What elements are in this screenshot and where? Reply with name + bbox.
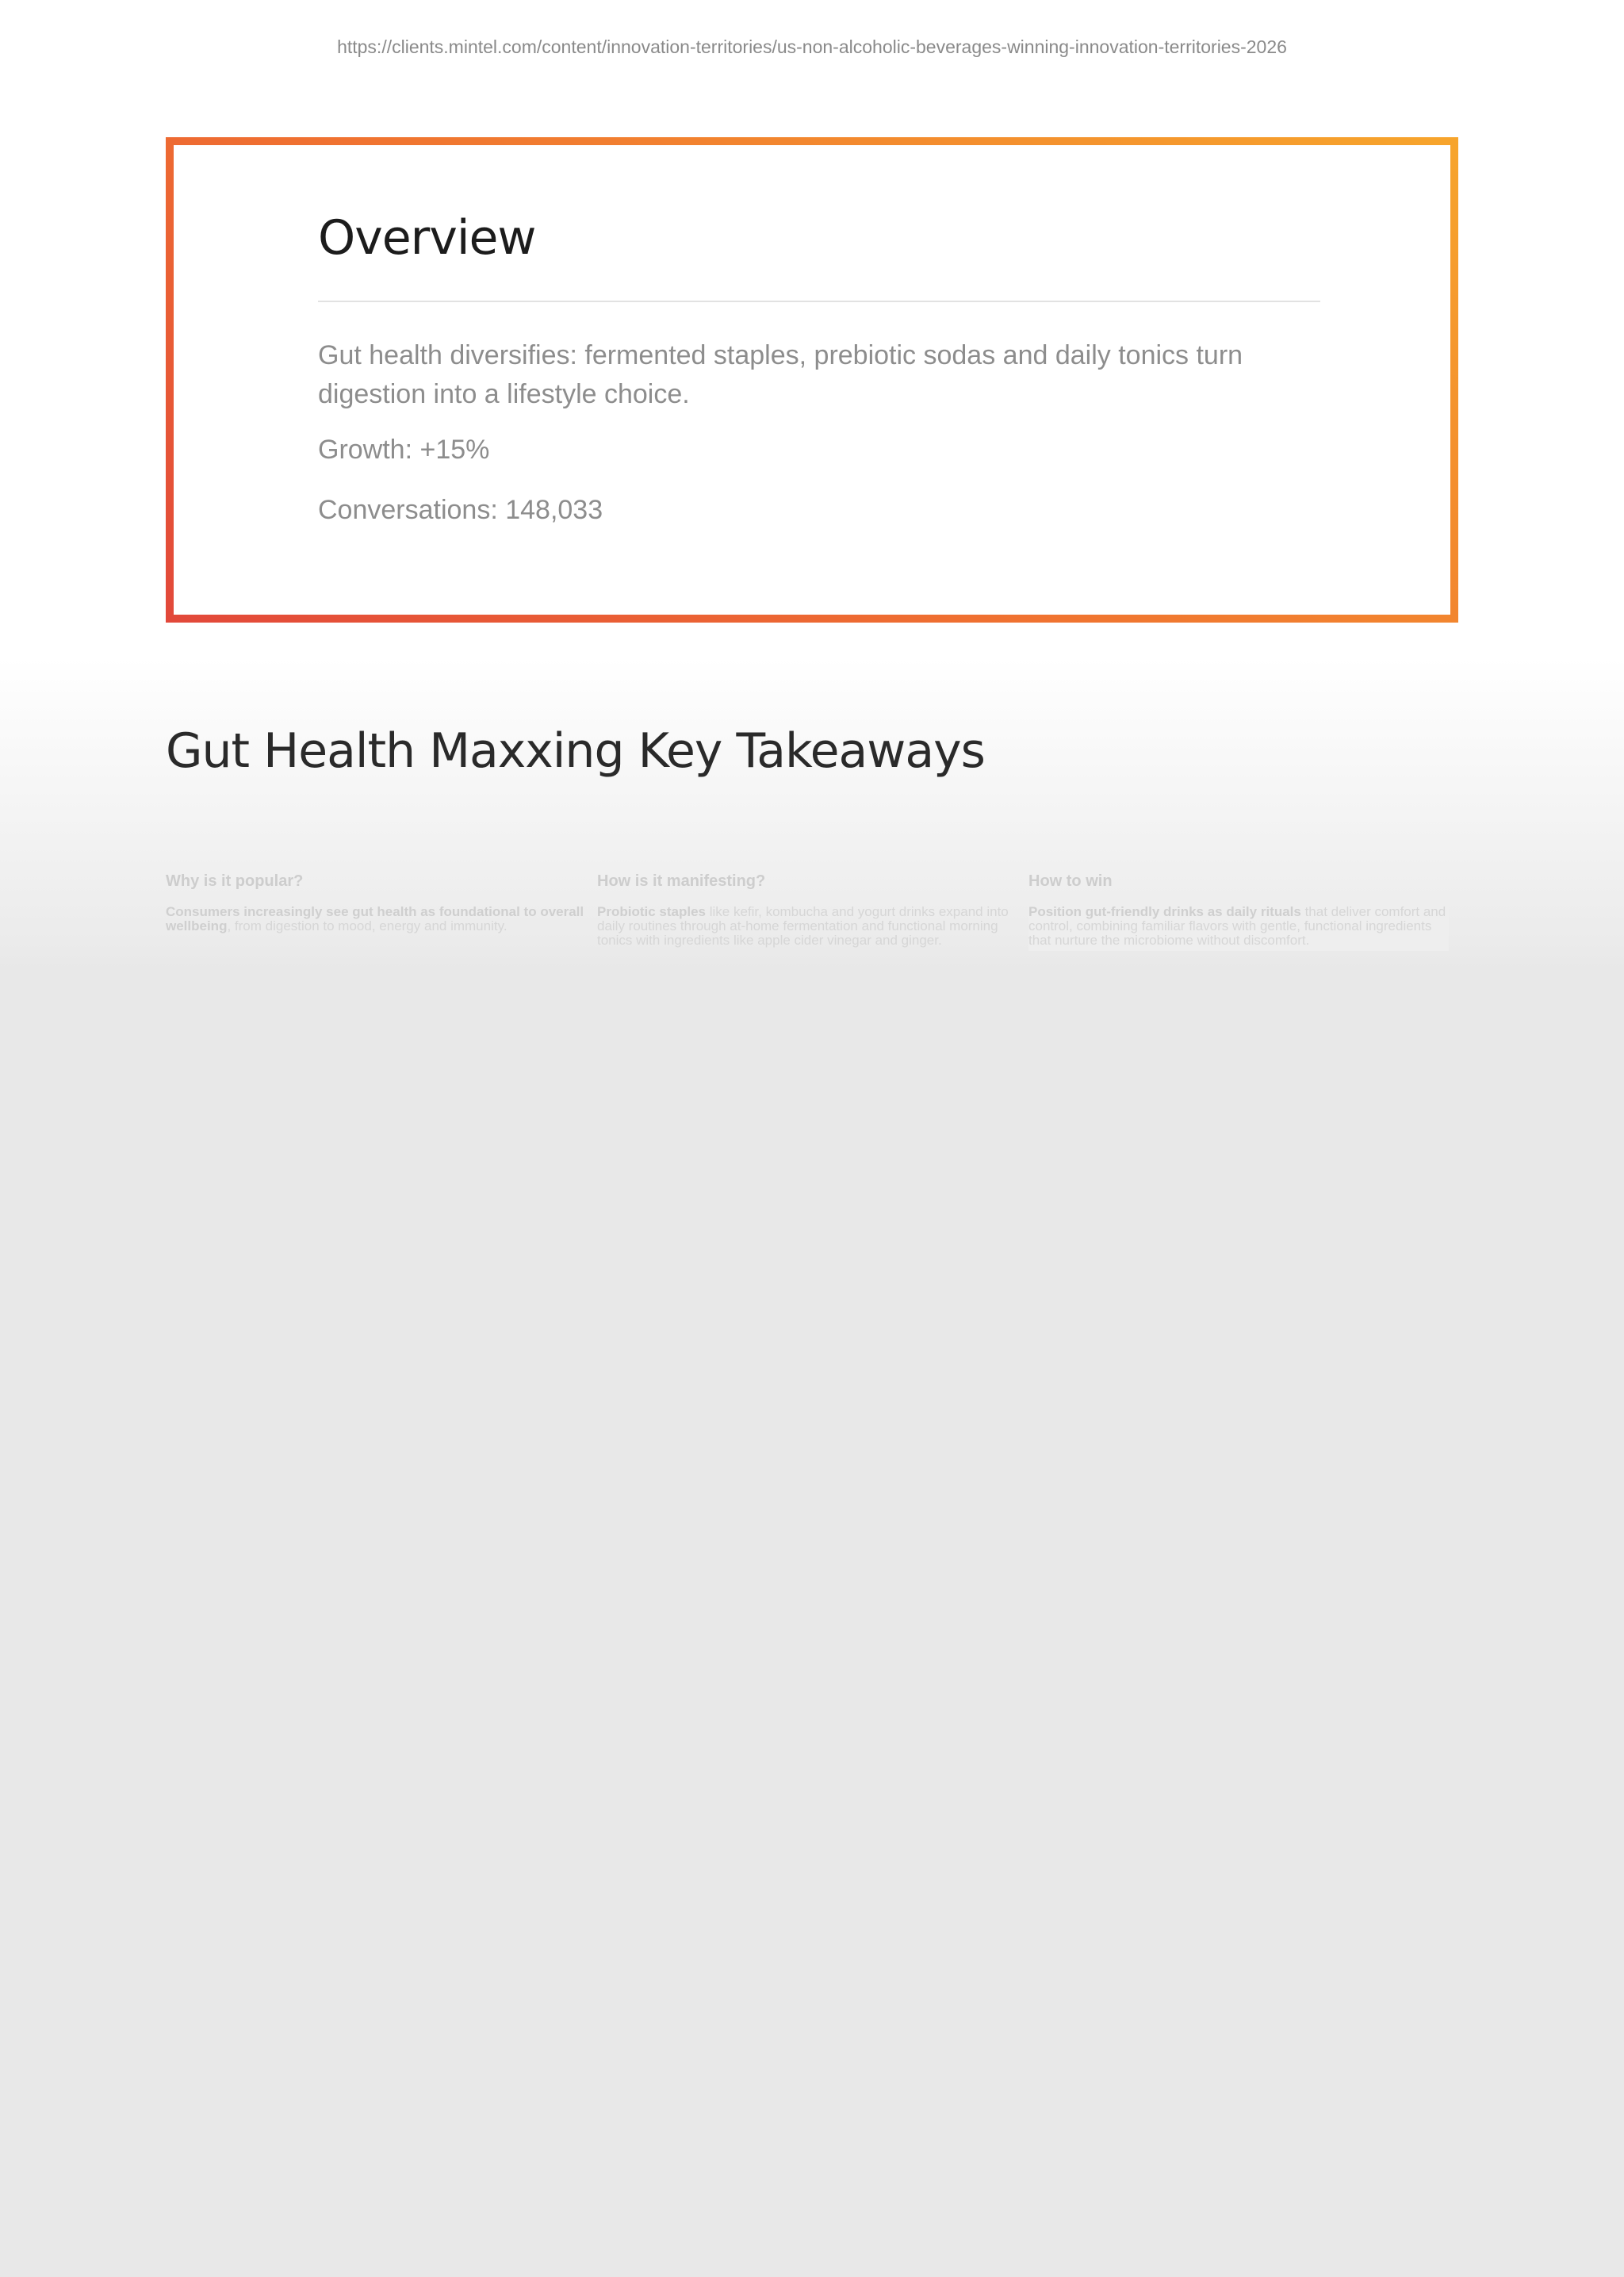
takeaway-text-how-manifesting xyxy=(597,905,1017,948)
takeaway-column-how-to-win xyxy=(1028,872,1449,951)
overview-summary: Gut health diversifies: fermented staples, prebiotic sodas and daily tonics turn digestion into a lifestyle choice. xyxy=(318,340,1243,409)
takeaway-column-how-manifesting xyxy=(597,872,1017,948)
overview-growth-stat: Growth: +15% xyxy=(318,435,490,465)
takeaway-rest-how-manifesting: like kefir, kombucha and yogurt drinks expand into daily routines through at-home fermentation and functional morning tonics with ingredients like apple cider vinegar and ginger. xyxy=(597,904,1009,948)
takeaway-text-why-popular xyxy=(166,905,586,933)
takeaway-rest-why-popular: , from digestion to mood, energy and immunity. xyxy=(227,918,508,933)
takeaway-heading-how-to-win: How to win xyxy=(1028,872,1113,890)
overview-title: Overview xyxy=(318,210,536,266)
takeaway-bold-how-to-win: Position gut-friendly drinks as daily rituals xyxy=(1028,904,1301,919)
overview-card-body xyxy=(174,145,1450,615)
content-fade-overlay xyxy=(0,950,1624,982)
takeaway-bold-why-popular: Consumers increasingly see gut health as foundational to overall wellbeing xyxy=(166,904,584,933)
takeaway-column-why-popular xyxy=(166,872,586,933)
takeaway-bold-how-manifesting: Probiotic staples xyxy=(597,904,706,919)
takeaway-text-how-to-win xyxy=(1028,905,1449,951)
overview-card xyxy=(166,137,1458,623)
overview-conversations-stat: Conversations: 148,033 xyxy=(318,495,603,525)
page-url[interactable]: https://clients.mintel.com/content/innovation-territories/us-non-alcoholic-beverages-winning-innovation-territories-2026 xyxy=(337,36,1287,57)
takeaway-heading-how-manifesting: How is it manifesting? xyxy=(597,872,766,890)
overview-divider xyxy=(318,301,1320,302)
takeaways-title: Gut Health Maxxing Key Takeaways xyxy=(166,723,985,779)
takeaway-heading-why-popular: Why is it popular? xyxy=(166,872,304,890)
takeaway-rest-how-to-win: that deliver comfort and control, combining familiar flavors with gentle, functional ingredients that nurture the microbiome without discomfort. xyxy=(1028,904,1446,948)
